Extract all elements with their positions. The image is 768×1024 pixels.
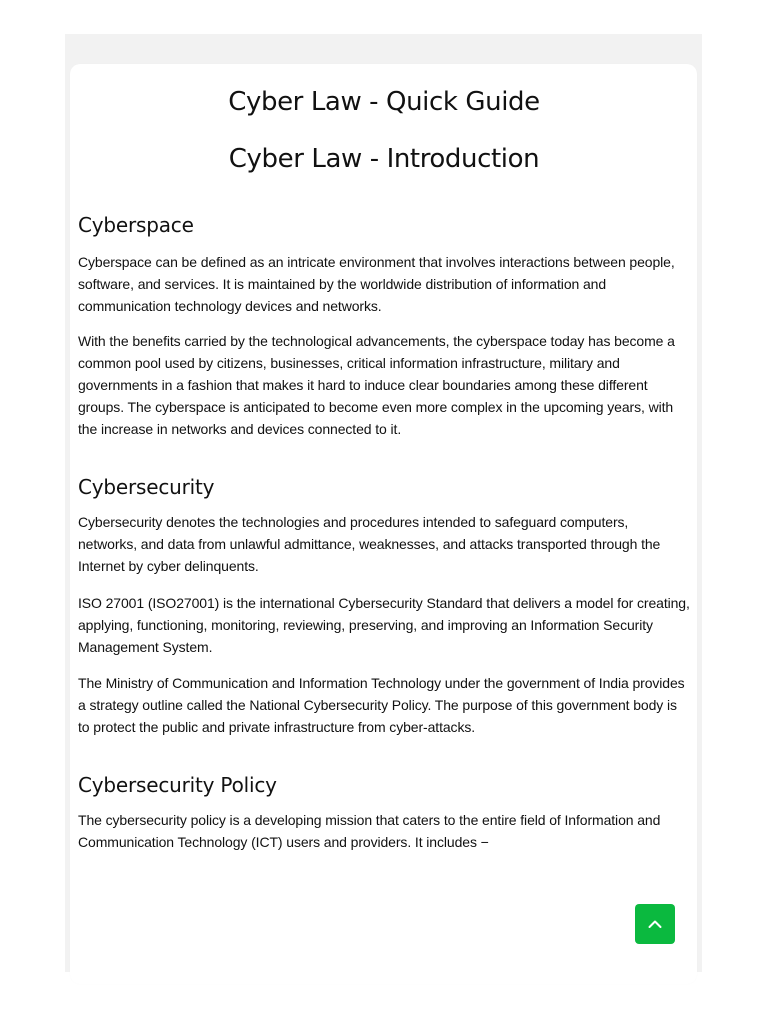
paragraph: Cybersecurity denotes the technologies and procedures intended to safeguard computers, networks, and data from unlawful admittance, weaknesses, and attacks transported through the Internet by cyber delinquents. [78, 514, 661, 574]
paragraph: The Ministry of Communication and Information Technology under the government of India provides a strategy outline called the National Cybersecurity Policy. The purpose of this government body is to protect the public and private infrastructure from cyber-attacks. [78, 675, 685, 735]
section-heading-cybersecurity: Cybersecurity [78, 475, 215, 499]
section-heading-cyberspace: Cyberspace [78, 213, 194, 237]
chevron-up-icon [647, 916, 663, 932]
paragraph: With the benefits carried by the technological advancements, the cyberspace today has become a common pool used by citizens, businesses, critical information infrastructure, military and governments in a fashion that makes it hard to induce clear boundaries among these different groups. The cyberspace is anticipated to become even more complex in the upcoming years, with the increase in networks and devices connected to it. [78, 333, 675, 437]
paragraph: The cybersecurity policy is a developing mission that caters to the entire field of Information and Communication Technology (ICT) users and providers. It includes − [78, 812, 661, 850]
section-heading-cybersecurity-policy: Cybersecurity Policy [78, 773, 277, 797]
scroll-to-top-button[interactable] [635, 904, 675, 944]
page-title: Cyber Law - Quick Guide [228, 87, 540, 117]
article-card [70, 64, 697, 984]
paragraph: Cyberspace can be defined as an intricate environment that involves interactions between people, software, and services. It is maintained by the worldwide distribution of information and communication technology devices and networks. [78, 254, 675, 314]
page-subtitle: Cyber Law - Introduction [228, 144, 540, 174]
paragraph: ISO 27001 (ISO27001) is the international Cybersecurity Standard that delivers a model for creating, applying, functioning, monitoring, reviewing, preserving, and improving an Information Security Management System. [78, 595, 690, 655]
